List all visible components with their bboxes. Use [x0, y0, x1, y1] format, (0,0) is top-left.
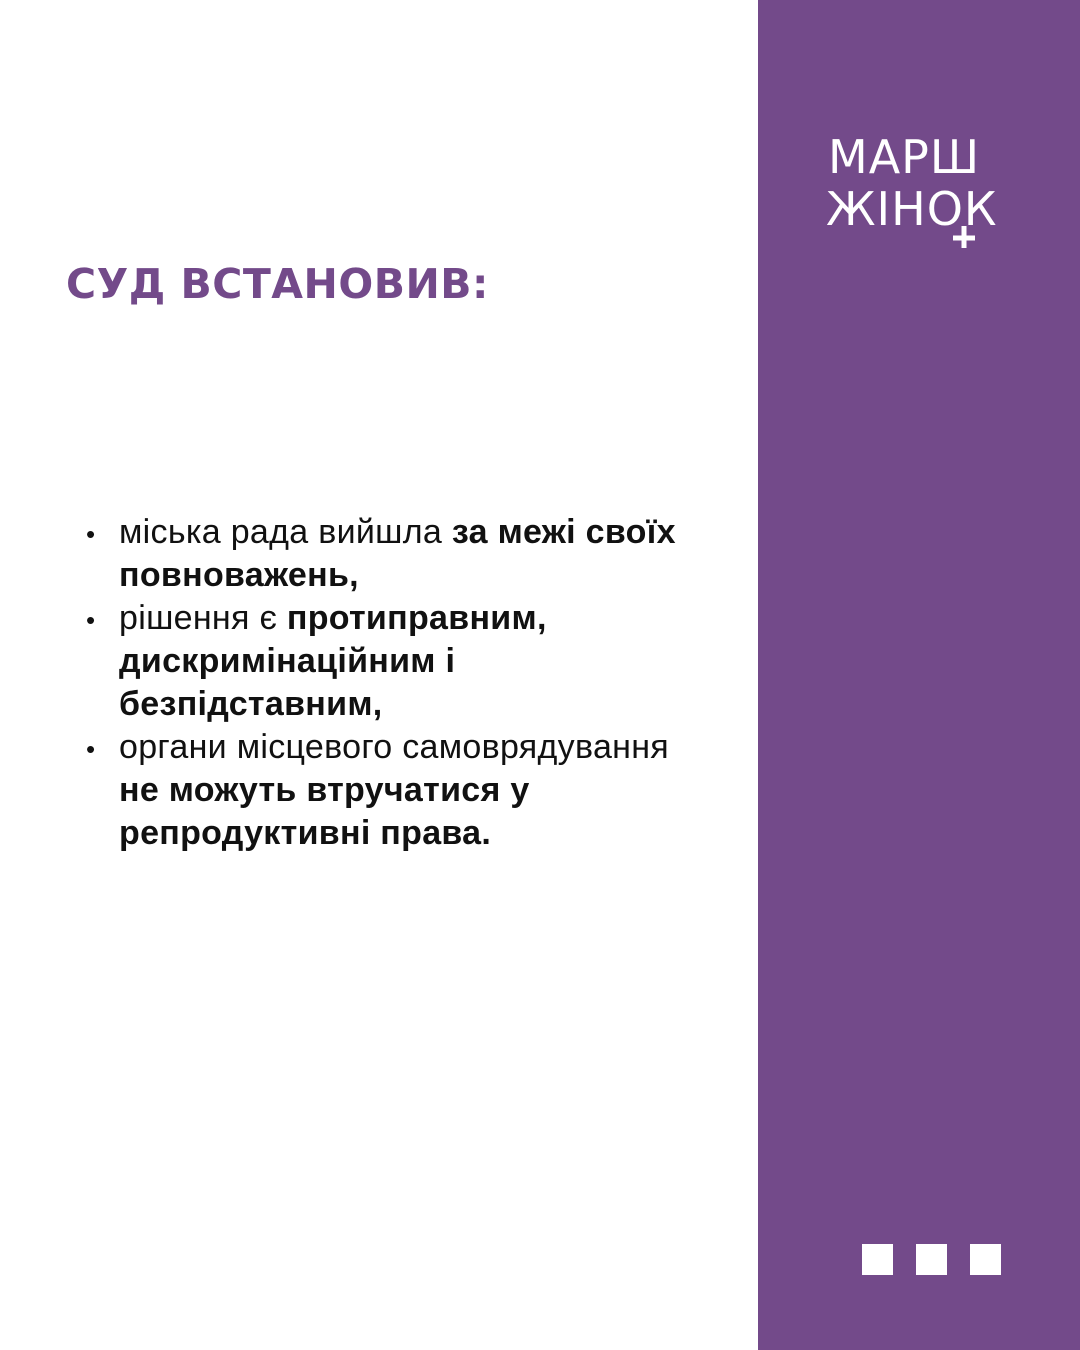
- fact-text: міська рада вийшла: [119, 513, 452, 551]
- fact-emphasis: не можуть втручатися у репродуктивні права.: [119, 771, 530, 852]
- bullet-icon: •: [86, 519, 96, 549]
- list-item: [86, 511, 686, 597]
- fact-emphasis: за межі своїх повноважень,: [119, 513, 676, 594]
- list-item: [86, 597, 686, 726]
- logo-line-2: ЖІНОК: [826, 182, 998, 236]
- page-title: СУД ВСТАНОВИВ:: [66, 260, 489, 308]
- fact-text: рішення є: [119, 599, 287, 637]
- bullet-icon: •: [86, 734, 96, 764]
- fact-text: органи місцевого самоврядування: [119, 728, 670, 766]
- facts-list: [86, 511, 686, 855]
- three-square-dots-icon: [862, 1244, 1004, 1275]
- venus-symbol-icon: [953, 226, 975, 248]
- fact-emphasis: протиправним, дискримінаційним і безпідставним,: [119, 599, 547, 723]
- square-dot: [970, 1244, 1001, 1275]
- list-item: [86, 726, 686, 855]
- square-dot: [862, 1244, 893, 1275]
- square-dot: [916, 1244, 947, 1275]
- logo: [826, 128, 1026, 258]
- bullet-icon: •: [86, 605, 96, 635]
- logo-line-1: МАРШ: [828, 130, 981, 184]
